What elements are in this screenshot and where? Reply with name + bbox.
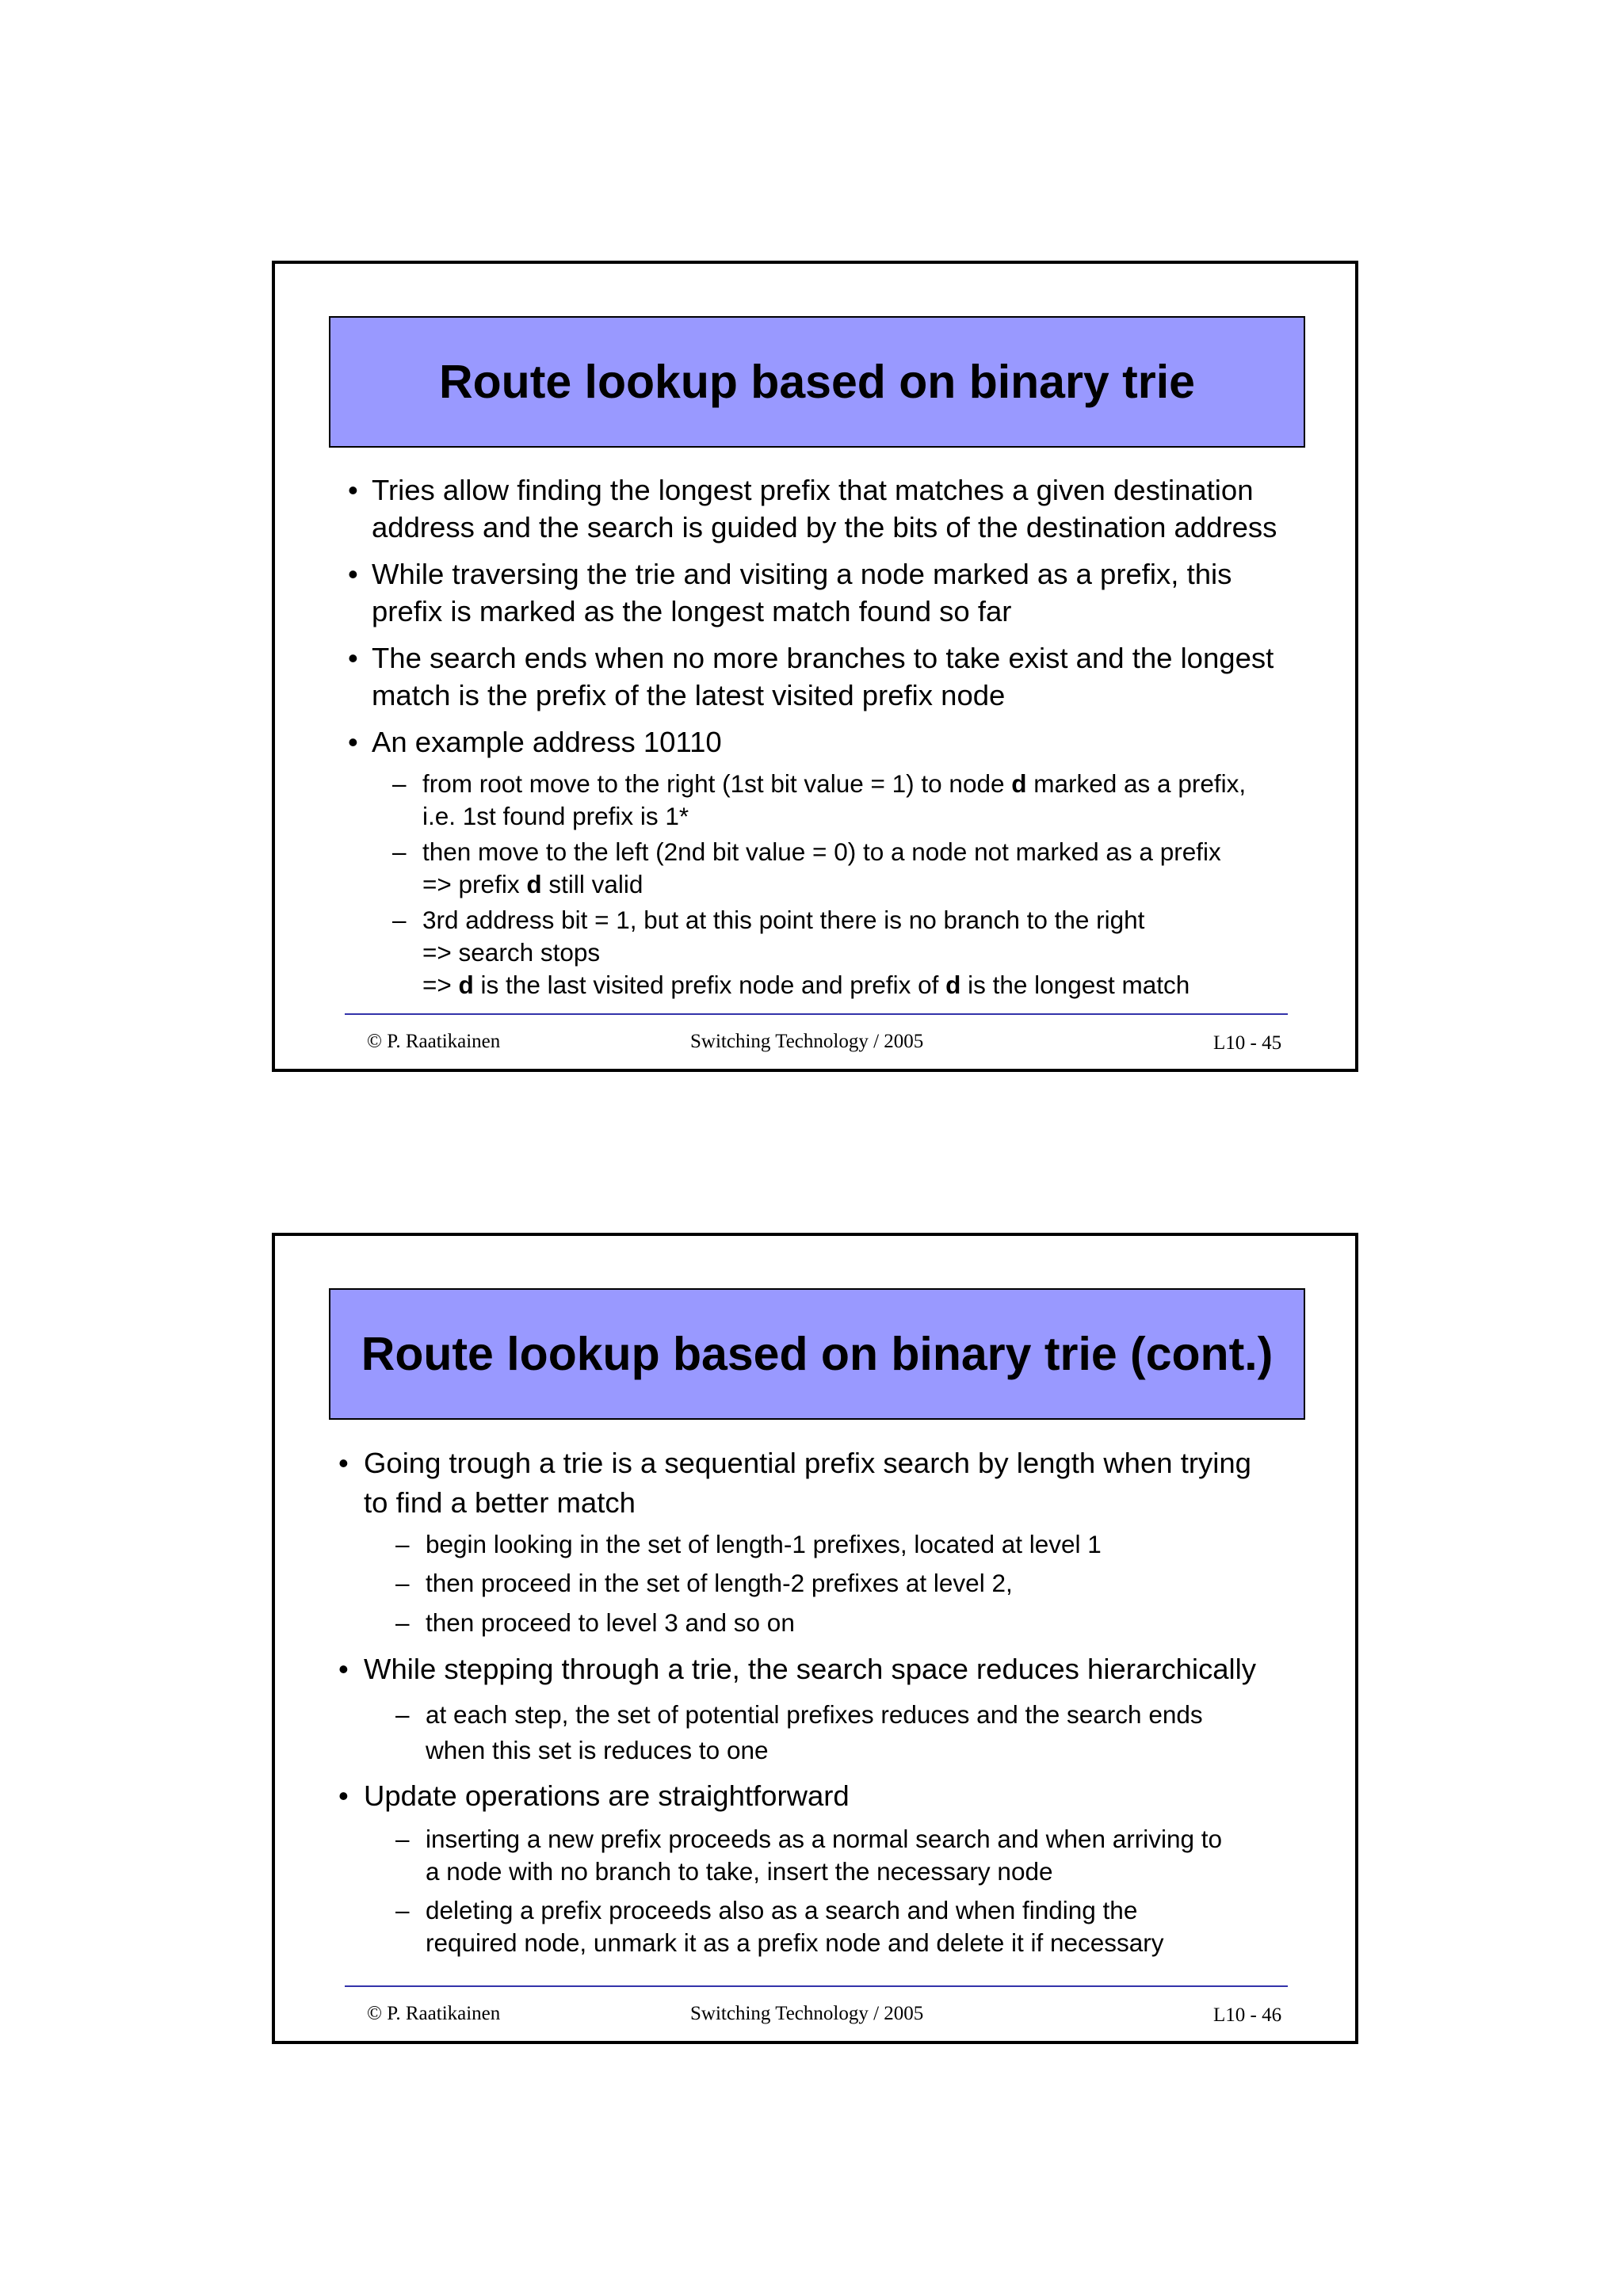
- subbullet-text-line: => search stops: [422, 938, 601, 967]
- footer-page-number: L10 - 46: [1213, 2004, 1282, 2026]
- dash-marker: –: [392, 769, 407, 798]
- bullet-text-line: While traversing the trie and visiting a node marked as a prefix, this: [372, 558, 1232, 590]
- subbullet-text-line: a node with no branch to take, insert the necessary node: [426, 1857, 1053, 1886]
- dash-marker: –: [392, 906, 407, 934]
- bullet-text-line: The search ends when no more branches to take exist and the longest: [372, 642, 1274, 674]
- dash-marker: –: [395, 1700, 410, 1729]
- subbullet-text-line: from root move to the right (1st bit value = 1) to node d marked as a prefix,: [422, 769, 1247, 798]
- bullet-text-line: Going trough a trie is a sequential prefix search by length when trying: [364, 1447, 1251, 1479]
- subbullet-text-line: 3rd address bit = 1, but at this point there is no branch to the right: [422, 906, 1145, 934]
- subbullet-text-line: i.e. 1st found prefix is 1*: [422, 802, 689, 830]
- dash-marker: –: [395, 1896, 410, 1924]
- bullet-text-line: Tries allow finding the longest prefix that matches a given destination: [372, 474, 1254, 506]
- bullet-marker: •: [348, 642, 358, 674]
- node-d-label: d: [945, 971, 961, 999]
- bullet-text-line: While stepping through a trie, the search space reduces hierarchically: [364, 1653, 1257, 1685]
- subbullet-text-line: then move to the left (2nd bit value = 0) to a node not marked as a prefix: [422, 837, 1221, 866]
- bullet-text-line: An example address 10110: [372, 726, 722, 758]
- dash-marker: –: [392, 837, 407, 866]
- footer-course: Switching Technology / 2005: [690, 2003, 924, 2024]
- bullet-marker: •: [338, 1653, 349, 1685]
- dash-marker: –: [395, 1530, 410, 1558]
- subbullet-text-line: => prefix d still valid: [422, 870, 643, 898]
- footer-page-number: L10 - 45: [1213, 1032, 1282, 1054]
- bullet-text-line: Update operations are straightforward: [364, 1779, 850, 1812]
- bullet-marker: •: [348, 726, 358, 758]
- node-d-label: d: [458, 971, 474, 999]
- footer-divider: [345, 1985, 1288, 1987]
- dash-marker: –: [395, 1569, 410, 1597]
- subbullet-text-line: at each step, the set of potential prefixes reduces and the search ends: [426, 1700, 1203, 1729]
- subbullet-text-line: required node, unmark it as a prefix node and delete it if necessary: [426, 1928, 1164, 1957]
- bullet-text-line: address and the search is guided by the bits of the destination address: [372, 511, 1277, 543]
- slide-title: Route lookup based on binary trie (cont.): [361, 1328, 1274, 1380]
- bullet-text-line: to find a better match: [364, 1486, 636, 1519]
- node-d-label: d: [526, 870, 542, 898]
- subbullet-text-line: then proceed to level 3 and so on: [426, 1608, 795, 1637]
- footer-author: © P. Raatikainen: [367, 1031, 501, 1052]
- subbullet-text-line: then proceed in the set of length-2 prefixes at level 2,: [426, 1569, 1013, 1597]
- slide-l10-46: [272, 1233, 1358, 2044]
- bullet-marker: •: [348, 474, 358, 506]
- subbullet-text-line: inserting a new prefix proceeds as a normal search and when arriving to: [426, 1825, 1223, 1853]
- node-d-label: d: [1011, 769, 1027, 798]
- dash-marker: –: [395, 1825, 410, 1853]
- footer-author: © P. Raatikainen: [367, 2003, 501, 2024]
- slide-title-bar: [329, 1288, 1305, 1420]
- subbullet-text-line: deleting a prefix proceeds also as a search and when finding the: [426, 1896, 1138, 1924]
- bullet-marker: •: [338, 1779, 349, 1812]
- dash-marker: –: [395, 1608, 410, 1637]
- footer-divider: [345, 1013, 1288, 1015]
- bullet-marker: •: [348, 558, 358, 590]
- bullet-marker: •: [338, 1447, 349, 1479]
- footer-course: Switching Technology / 2005: [690, 1031, 924, 1052]
- slide-l10-45: [272, 261, 1358, 1072]
- subbullet-text-line: begin looking in the set of length-1 prefixes, located at level 1: [426, 1530, 1102, 1558]
- slide-title-bar: [329, 316, 1305, 448]
- bullet-text-line: prefix is marked as the longest match found so far: [372, 595, 1012, 627]
- subbullet-text-line: => d is the last visited prefix node and prefix of d is the longest match: [422, 971, 1190, 999]
- slide-title: Route lookup based on binary trie: [439, 356, 1195, 408]
- subbullet-text-line: when this set is reduces to one: [426, 1736, 769, 1764]
- bullet-text-line: match is the prefix of the latest visited prefix node: [372, 679, 1006, 711]
